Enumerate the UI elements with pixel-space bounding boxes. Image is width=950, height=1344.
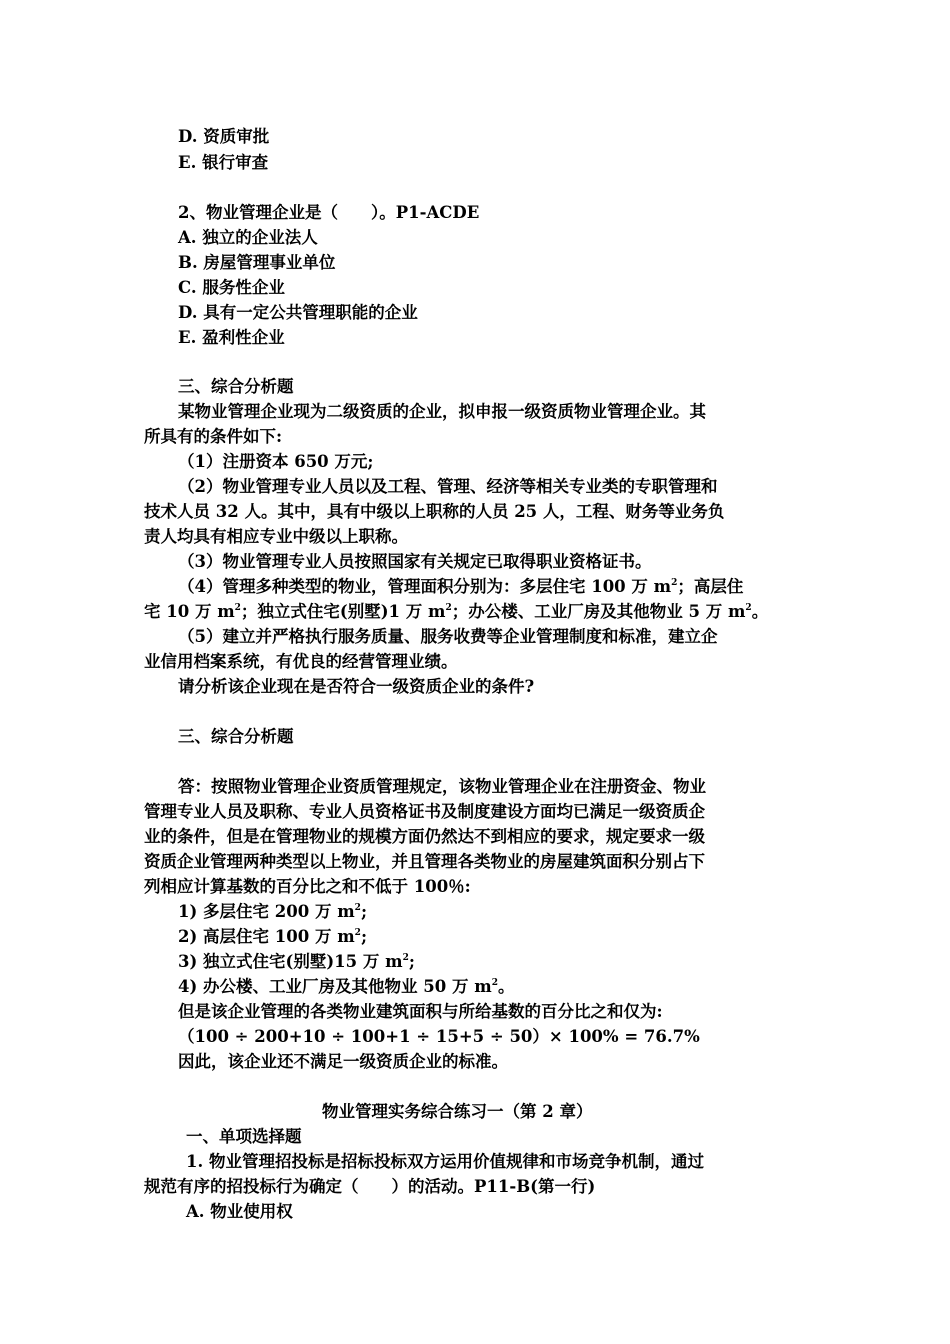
case-condition-5-line-1: （5）建立并严格执行服务质量、服务收费等企业管理制度和标准，建立企 xyxy=(178,627,718,646)
answer-line-2: 管理专业人员及职称、专业人员资格证书及制度建设方面均已满足一级资质企 xyxy=(144,802,705,821)
practice-title: 物业管理实务综合练习一（第 2 章） xyxy=(322,1102,593,1121)
answer-base-1: 1) 多层住宅 200 万 $m^2$; xyxy=(178,902,368,921)
answer-conclusion: 因此，该企业还不满足一级资质企业的标准。 xyxy=(178,1052,508,1071)
q2-stem: 2、物业管理企业是（ ）。P1-ACDE xyxy=(178,203,480,222)
answer-line-4: 资质企业管理两种类型以上物业，并且管理各类物业的房屋建筑面积分别占下 xyxy=(144,852,705,871)
case-condition-2-line-2: 技术人员 32 人。其中，具有中级以上职称的人员 25 人，工程、财务等业务负 xyxy=(144,502,725,521)
case-question: 请分析该企业现在是否符合一级资质企业的条件? xyxy=(178,677,535,696)
case-intro-line-1: 某物业管理企业现为二级资质的企业，拟申报一级资质物业管理企业。其 xyxy=(178,402,706,421)
case-condition-3: （3）物业管理专业人员按照国家有关规定已取得职业资格证书。 xyxy=(178,552,652,571)
case-heading: 三、综合分析题 xyxy=(178,377,294,396)
answer-line-3: 业的条件，但是在管理物业的规模方面仍然达不到相应的要求，规定要求一级 xyxy=(144,827,705,846)
answer-line-5: 列相应计算基数的百分比之和不低于 100％: xyxy=(144,877,471,896)
practice-q1-line-2: 规范有序的招投标行为确定（ ）的活动。P11-B(第一行) xyxy=(144,1177,596,1196)
q1-option-d: D. 资质审批 xyxy=(178,127,270,146)
q2-option-b: B. 房屋管理事业单位 xyxy=(178,253,336,272)
q1-option-e: E. 银行审查 xyxy=(178,153,269,172)
practice-q1-line-1: 1. 物业管理招投标是招标投标双方运用价值规律和市场竞争机制，通过 xyxy=(186,1152,704,1171)
case-condition-4-line-2: 宅 10 万 $m^2$；独立式住宅(别墅)1 万 $m^2$；办公楼、工业厂房及其他物业 5 万 $m^2$。 xyxy=(144,602,769,621)
answer-base-3: 3) 独立式住宅(别墅)15 万 $m^2$; xyxy=(178,952,415,971)
answer-base-4: 4) 办公楼、工业厂房及其他物业 50 万 $m^2$。 xyxy=(178,977,515,996)
q2-option-e: E. 盈利性企业 xyxy=(178,328,285,347)
case-condition-2-line-3: 责人均具有相应专业中级以上职称。 xyxy=(144,527,408,546)
q2-option-c: C. 服务性企业 xyxy=(178,278,285,297)
answer-line-1: 答：按照物业管理企业资质管理规定，该物业管理企业在注册资金、物业 xyxy=(178,777,706,796)
answer-but: 但是该企业管理的各类物业建筑面积与所给基数的百分比之和仅为: xyxy=(178,1002,663,1021)
answer-heading: 三、综合分析题 xyxy=(178,727,294,746)
practice-q1-option-a: A. 物业使用权 xyxy=(186,1202,293,1221)
case-condition-5-line-2: 业信用档案系统，有优良的经营管理业绩。 xyxy=(144,652,458,671)
q2-option-d: D. 具有一定公共管理职能的企业 xyxy=(178,303,418,322)
answer-formula: （100 ÷ 200+10 ÷ 100+1 ÷ 15+5 ÷ 50）× 100% = 76.7% xyxy=(178,1027,700,1046)
q2-option-a: A. 独立的企业法人 xyxy=(178,228,318,247)
practice-section-heading: 一、单项选择题 xyxy=(186,1127,302,1146)
case-condition-4-line-1: （4）管理多种类型的物业，管理面积分别为：多层住宅 100 万 $m^2$；高层住 xyxy=(178,577,744,596)
case-condition-2-line-1: （2）物业管理专业人员以及工程、管理、经济等相关专业类的专职管理和 xyxy=(178,477,718,496)
case-condition-1: （1）注册资本 650 万元; xyxy=(178,452,374,471)
answer-base-2: 2) 高层住宅 100 万 $m^2$; xyxy=(178,927,368,946)
case-intro-line-2: 所具有的条件如下: xyxy=(144,427,283,446)
